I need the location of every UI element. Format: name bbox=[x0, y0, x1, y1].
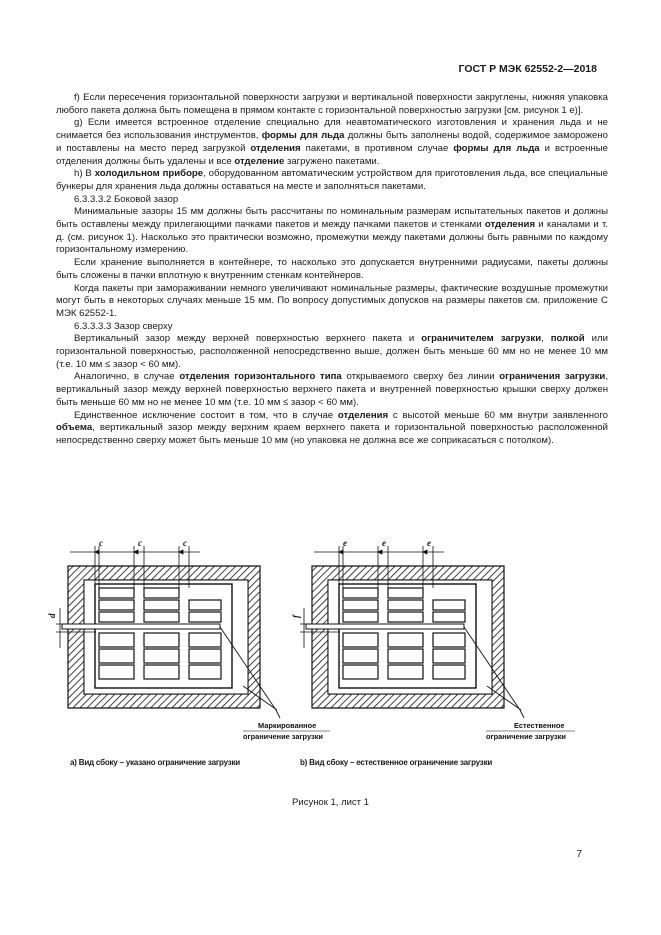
diagram-b-natural-limit bbox=[291, 538, 575, 741]
package bbox=[189, 633, 221, 647]
package bbox=[343, 600, 378, 610]
package bbox=[99, 649, 134, 663]
marked-load-limit-label: Маркированное bbox=[258, 721, 317, 730]
package bbox=[99, 600, 134, 610]
dimension-e-label: e bbox=[427, 538, 431, 548]
dimension-e-label: e bbox=[382, 538, 386, 548]
figure-title: Рисунок 1, лист 1 bbox=[292, 797, 369, 808]
package bbox=[144, 600, 179, 610]
paragraph-g: g) Если имеется встроенное отделение специально для неавтоматического изготовления и хранения льда и не снимается без использования инструментов, формы для льда должны быть заполнены водой, содержимое заморожено и поставлены на место перед загрузкой отделения пакетами, в противном случае формы для льда и встроенные отделения должны быть удалены и все отделение загружено пакетами. bbox=[56, 117, 608, 167]
paragraph-top-1: Вертикальный зазор между верхней поверхностью верхнего пакета и ограничителем загрузки, полкой или горизонтальной поверхностью, расположенной непосредственно выше, должен быть меньше 60 мм но не менее 10 мм (т.е. 10 мм ≤ зазор < 60 мм). bbox=[56, 333, 608, 370]
package bbox=[433, 665, 465, 679]
paragraph-top-3: Единственное исключение состоит в том, что в случае отделения с высотой меньше 60 мм внутри заявленного объема, вертикальный зазор между верхним краем верхнего пакета и горизонтальной поверхностью расположенной непосредственно сверху может быть меньше 10 мм (но упаковка не должна все же соприкасаться с потолком). bbox=[56, 409, 609, 446]
package bbox=[388, 665, 423, 679]
package bbox=[388, 633, 423, 647]
shelf-a bbox=[62, 624, 220, 629]
package bbox=[144, 612, 179, 622]
package bbox=[433, 649, 465, 663]
section-heading-top-gap: 6.3.3.3.3 Зазор сверху bbox=[74, 320, 173, 332]
body-text bbox=[56, 92, 608, 448]
package bbox=[343, 588, 378, 598]
package bbox=[433, 633, 465, 647]
marked-load-limit-label-2: ограничение загрузки bbox=[243, 732, 323, 741]
dimension-c-label: c bbox=[183, 538, 187, 548]
paragraph-top-2: Аналогично, в случае отделения горизонтального типа открываемого сверху без линии ограничения загрузки, вертикальный зазор между верхней поверхностью верхнего пакета и внутренней поверхностью крышки сверху должен быть меньше 60 мм но не менее 10 мм (т.е. 10 мм ≤ зазор < 60 мм). bbox=[56, 371, 608, 408]
section-heading-side-gap: 6.3.3.3.2 Боковой зазор bbox=[74, 193, 179, 205]
figure-1-diagram bbox=[40, 528, 620, 758]
package bbox=[388, 649, 423, 663]
paragraph-side-2: Если хранение выполняется в контейнере, то насколько это допускается внутренними радиусами, пакеты должны быть сложены в пачки вплотную к внутренним стенкам контейнеров. bbox=[56, 257, 608, 281]
package bbox=[144, 633, 179, 647]
package bbox=[343, 649, 378, 663]
paragraph-side-3: Когда пакеты при замораживании немного увеличивают номинальные размеры, фактические воздушные промежутки могут быть в некоторых случаях меньше 15 мм. По вопросу допустимых допусков на размеры пакетов см. приложение С МЭК 62552-1. bbox=[56, 282, 608, 319]
paragraph-f: f) Если пересечения горизонтальной поверхности загрузки и вертикальной поверхности закруглены, нижняя упаковка любого пакета должна быть помещена в прямом контакте с горизонтальной поверхностью загрузки [см. рисунок 1 е)]. bbox=[56, 92, 608, 116]
package bbox=[189, 649, 221, 663]
package bbox=[189, 600, 221, 610]
package bbox=[388, 612, 423, 622]
shelf-b bbox=[306, 624, 464, 629]
natural-load-limit-label-2: ограничение загрузки bbox=[486, 732, 566, 741]
package bbox=[99, 633, 134, 647]
paragraph-side-1: Минимальные зазоры 15 мм должны быть рассчитаны по номинальным размерам испытательных пакетов и должны быть оставлены между прилегающими пачками пакетов и между пачками пакетов и стенками отделения и каналами и т. д. (см. рисунок 1). Насколько это практически возможно, промежутки между пакетами должны быть равными по каждому горизонтальному измерению. bbox=[56, 206, 608, 256]
package bbox=[99, 665, 134, 679]
lower-packages-b bbox=[343, 633, 465, 679]
diagram-a-marked-limit bbox=[47, 538, 330, 741]
package bbox=[99, 612, 134, 622]
figure-caption-b: b) Вид сбоку – естественное ограничение загрузки bbox=[300, 758, 493, 767]
package bbox=[388, 588, 423, 598]
package bbox=[144, 588, 179, 598]
package bbox=[343, 612, 378, 622]
package bbox=[388, 600, 423, 610]
dimension-c-label: c bbox=[99, 538, 103, 548]
package bbox=[433, 612, 465, 622]
paragraph-h: h) В холодильном приборе, оборудованном автоматическим устройством для приготовления льда, все специальные бункеры для хранения льда должны оставаться на месте и заполняться пакетами. bbox=[56, 168, 608, 192]
natural-load-limit-label: Естественное bbox=[514, 721, 565, 730]
lower-packages-a bbox=[99, 633, 221, 679]
package bbox=[99, 588, 134, 598]
package bbox=[144, 665, 179, 679]
package bbox=[189, 612, 221, 622]
package bbox=[343, 665, 378, 679]
dimension-f-label: f bbox=[291, 615, 301, 618]
standard-header: ГОСТ Р МЭК 62552-2—2018 bbox=[458, 63, 597, 75]
dimension-e-label: e bbox=[343, 538, 347, 548]
dimension-d-label: d bbox=[47, 613, 57, 618]
dimension-c-label: c bbox=[138, 538, 142, 548]
package bbox=[189, 665, 221, 679]
package bbox=[144, 649, 179, 663]
package bbox=[343, 633, 378, 647]
package bbox=[433, 600, 465, 610]
figure-caption-a: a) Вид сбоку – указано ограничение загрузки bbox=[70, 758, 241, 767]
page-number: 7 bbox=[576, 849, 582, 860]
